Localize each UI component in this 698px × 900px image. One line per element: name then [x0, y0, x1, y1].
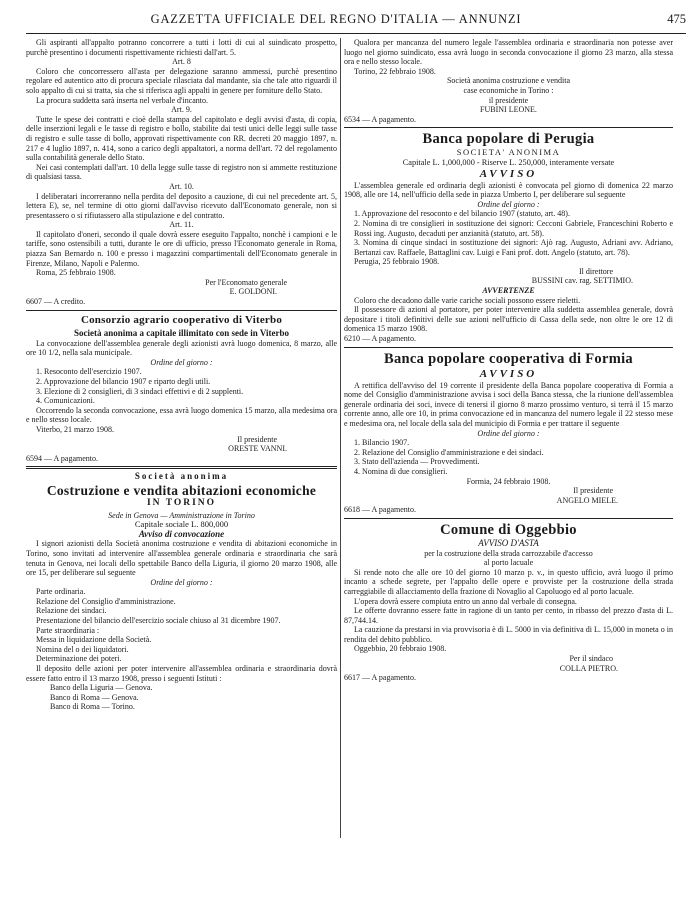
- notice-subtitle: al porto lacuale: [483, 558, 534, 568]
- notice-capital: Capitale sociale L. 800,000: [134, 519, 229, 530]
- paragraph: Tutte le spese dei contratti e cioè della stampa del capitolato e degli avvisi d'asta, di copia, delle inserzioni legali e le tasse di registro e bollo, stabilite dai testi unici delle leggi sulle tasse di registro e sulle tasse di bollo, approvati rispettivamente con RR. decreti 20 maggio 1897, n. 217 e 4 luglio 1897, n. 414, sono a carico degli appaltatori, a norma dell'art. 72 del regolamento sulla contabilità generale dello Stato.: [26, 114, 337, 163]
- notice-subtitle: per la costruzione della strada carrozzabile d'accesso: [424, 548, 593, 558]
- separator: [26, 310, 337, 311]
- notice-title: Costruzione e vendita abitazioni economiche: [46, 482, 317, 498]
- list-item: 2. Relazione del Consiglio d'amministrazione e dei sindaci.: [354, 447, 544, 457]
- separator: [26, 466, 337, 469]
- list-item: Determinazione dei poteri.: [36, 654, 122, 664]
- agenda-list: [26, 367, 337, 405]
- paragraph: Il possessore di azioni al portatore, per poter intervenire alla suddetta assemblea generale, dovrà depositare i titoli definitivi delle sue azioni nell'ufficio di Cassa della sede, non oltre le ore 12 di domenica 15 marzo 1908.: [344, 305, 673, 334]
- signature-line: il presidente: [488, 95, 529, 105]
- right-column: [344, 38, 673, 683]
- signature-line: Per l'Economato generale: [205, 277, 287, 287]
- viterbo-notice: [26, 314, 337, 464]
- notice-footer: 6594 — A pagamento.: [26, 453, 98, 463]
- paragraph: L'opera dovrà essere compiuta entro un anno dal verbale di consegna.: [354, 596, 577, 606]
- paragraph: Il deposito delle azioni per poter intervenire all'assemblea ordinaria e straordinaria dovrà essere fatto entro il 13 marzo 1908, presso i seguenti Istituti :: [26, 664, 337, 683]
- list-item: Banco di Roma — Genova.: [50, 692, 139, 702]
- list-item: 3. Nomina di cinque sindaci in sostituzione dei signori: Ajò rag. Augusto, Adriani avv. Adriano, Bertanzi cav. Raffaele, Battaglini cav. Luigi e Fani prof. dott. Angelo (statuto, art. 78).: [354, 238, 673, 257]
- list-item: 4. Comunicazioni.: [36, 396, 95, 406]
- notice-title: Consorzio agrario cooperativo di Viterbo: [80, 313, 283, 326]
- place-date: Oggebbio, 20 febbraio 1908.: [354, 644, 447, 654]
- agenda-list: [344, 438, 673, 476]
- signature-line: Il presidente: [573, 486, 613, 496]
- signature-name: E. GOLDONI.: [229, 287, 277, 297]
- place-date: Torino, 22 febbraio 1908.: [354, 66, 436, 76]
- left-column: [26, 38, 337, 712]
- perugia-notice: [344, 131, 673, 343]
- paragraph: Qualora per mancanza del numero legale l'assemblea ordinaria e straordinaria non potesse aver luogo nel giorno suindicato, essa avrà luogo in seconda convocazione il giorno 23 marzo, alla stessa ora e nello stesso locale.: [344, 38, 673, 67]
- notice-subtitle: Società anonima a capitale illimitato con sede in Viterbo: [74, 327, 289, 338]
- separator: [344, 518, 673, 519]
- paragraph: Occorrendo la seconda convocazione, essa avrà luogo domenica 15 marzo, alla medesima ora e nello stesso locale.: [26, 405, 337, 425]
- separator: [344, 127, 673, 128]
- paragraph: La procura suddetta sarà inserta nel verbale d'incanto.: [36, 95, 209, 105]
- agenda-heading: Ordine del giorno :: [477, 428, 540, 438]
- list-heading: Parte ordinaria.: [36, 587, 86, 597]
- agenda-list: [344, 209, 673, 257]
- bank-list: [26, 683, 337, 712]
- list-heading: Parte straordinaria :: [36, 625, 100, 635]
- place-date: Viterbo, 21 marzo 1908.: [36, 424, 114, 434]
- notice-subtitle: SOCIETA' ANONIMA: [456, 147, 561, 158]
- notice-footer: 6607 — A credito.: [26, 297, 86, 307]
- notice-title: Comune di Oggebbio: [440, 521, 577, 538]
- notice-heading: AVVISO: [479, 167, 538, 180]
- list-item: Relazione del Consiglio d'amministrazione.: [36, 596, 176, 606]
- signature-name: ORESTE VANNI.: [228, 444, 287, 454]
- signature-name: COLLA PIETRO.: [559, 663, 618, 673]
- paragraph: I deliberatari incorreranno nella perdita del deposito a cauzione, di cui nel precedente art. 5, lettera E), se, nel termine di otto giorni dall'avviso ricevuto dall'Economato generale, non si presentassero o si rifiutassero alla stipulazione e del contratto.: [26, 191, 337, 220]
- signature-line: Società anonima costruzione e vendita: [446, 76, 571, 86]
- agenda-list: [26, 587, 337, 664]
- notice-title: Banca popolare cooperativa di Formia: [384, 350, 633, 367]
- paragraph: I signori azionisti della Società anonima costruzione e vendita di abitazioni economiche in Torino, sono invitati ad intervenire all'assemblea generale ordinaria e straordinaria che sarà tenuta in Genova, nei locali dello spettabile Banco della Liguria, il giorno 20 marzo 1908, alle ore 15, per deliberare sul seguente: [26, 539, 337, 578]
- list-item: Banco della Liguria — Genova.: [50, 683, 153, 693]
- paragraph: Nei casi contemplati dall'art. 10 della legge sulle tasse di registro non si ammette restituzione di qualsiasi tassa.: [26, 162, 337, 182]
- paragraph: L'assemblea generale ed ordinaria degli azionisti è convocata pel giorno di domenica 22 marzo 1908, alle ore 14, nell'ufficio della sede in piazza Umberto I, per deliberare sul seguente: [344, 180, 673, 200]
- list-item: 3. Stato dell'azienda — Provvedimenti.: [354, 457, 480, 467]
- notice-footer: 6534 — A pagamento.: [344, 114, 416, 124]
- signature-line: case economiche in Torino :: [463, 85, 554, 95]
- paragraph: Le offerte dovranno essere fatte in ragione di un tanto per cento, in ribasso del prezzo d'asta di L. 87,744.14.: [344, 606, 673, 625]
- paragraph: A rettifica dell'avviso del 19 corrente il presidente della Banca popolare cooperativa di Formia a nome del Consiglio d'amministrazione avvisa i soci della Banca stessa, che la riunione dell'assemblea generale ordinaria dei soci, invece di tenersi il giorno 8 marzo prossimo venturo, si terrà il 15 marzo corrente anno, alle ore 10, in prima convocazione ed in mancanza del numero legale il 22 stesso mese e medesima ora, nel locale della sala del municipio di Formia e per trattare il seguente: [344, 380, 673, 428]
- signature-name: ANGELO MIELE.: [556, 495, 618, 505]
- article-heading: Art. 8: [172, 57, 191, 67]
- article-heading: Art. 11.: [169, 220, 194, 230]
- notice-capital: Capitale L. 1,000,000 - Riserve L. 250,000, interamente versate: [402, 157, 615, 167]
- paragraph: Il capitolato d'oneri, secondo il quale dovrà essere eseguito l'appalto, nonchè i campioni e le tariffe, sono ostensibili a tutti, durante le ore di ufficio, presso l'Economato generale in Roma, piazza San Bernardo n. 100 e presso i magazzini compartimentali dell'Economato generale in Firenze, Milano, Napoli e Palermo.: [26, 229, 337, 268]
- signature-line: Per il sindaco: [569, 654, 613, 664]
- signature-name: FUBINI LEONE.: [480, 105, 537, 115]
- notice-kicker: Società anonima: [134, 471, 229, 482]
- place-date: Roma, 25 febbraio 1908.: [36, 268, 116, 278]
- notice-footer: 6210 — A pagamento.: [344, 334, 416, 344]
- list-item: Messa in liquidazione della Società.: [36, 635, 152, 645]
- article-heading: Art. 9.: [171, 105, 192, 115]
- notice-heading: AVVISO: [479, 367, 538, 380]
- list-item: 1. Approvazione del resoconto e del bilancio 1907 (statuto, art. 48).: [354, 209, 570, 219]
- paragraph: Si rende noto che alle ore 10 del giorno 10 marzo p. v., in questo ufficio, avrà luogo il primo incanto a schede segrete, per l'appalto delle opere e provviste per la costruzione della strada carreggiabile di allacciamento della frazione di Novaglio al Capoluogo ed al porto lacuale.: [344, 567, 673, 596]
- oggebbio-notice: [344, 522, 673, 683]
- notice-footer: 6617 — A pagamento.: [344, 673, 416, 683]
- page-number: 475: [667, 12, 686, 26]
- notice-city: IN TORINO: [146, 497, 217, 508]
- economato-notice: [26, 38, 337, 307]
- torino-notice: [26, 472, 337, 712]
- agenda-heading: Ordine del giorno :: [150, 357, 213, 367]
- notice-footer: 6618 — A pagamento.: [344, 505, 416, 515]
- paragraph: Coloro che decadono dalle varie cariche sociali possono essere rieletti.: [354, 295, 581, 305]
- list-item: Relazione dei sindaci.: [36, 606, 107, 616]
- notice-title: Banca popolare di Perugia: [422, 131, 595, 148]
- list-item: 3. Elezione di 2 consiglieri, di 3 sindaci effettivi e di 2 supplenti.: [36, 386, 244, 396]
- notice-heading: AVVERTENZE: [482, 286, 535, 296]
- signature-line: Il direttore: [579, 266, 613, 276]
- paragraph: Gli aspiranti all'appalto potranno concorrere a tutti i lotti di cui al suindicato prospetto, purchè presentino i documenti rispettivamente richiesti dall'art. 5.: [26, 38, 337, 57]
- torino-continued: [344, 38, 673, 124]
- agenda-heading: Ordine del giorno :: [150, 577, 213, 587]
- separator: [344, 347, 673, 348]
- article-heading: Art. 10.: [169, 181, 194, 191]
- formia-notice: [344, 351, 673, 515]
- list-item: 1. Resoconto dell'esercizio 1907.: [36, 367, 142, 377]
- page-title: GAZZETTA UFFICIALE DEL REGNO D'ITALIA — ANNUNZI: [150, 12, 522, 26]
- notice-heading: Avviso di convocazione: [138, 528, 225, 539]
- header-rule: [26, 33, 686, 34]
- paragraph: La cauzione da prestarsi in via provvisoria è di L. 5000 in via definitiva di L. 15,000 in moneta o in rendita del debito pubblico.: [344, 625, 673, 644]
- list-item: Presentazione del bilancio dell'esercizio sociale chiuso al 31 dicembre 1907.: [36, 616, 281, 626]
- place-date: Formia, 24 febbraio 1908.: [466, 476, 551, 486]
- list-item: 1. Bilancio 1907.: [354, 438, 410, 448]
- paragraph: La convocazione dell'assemblea generale degli azionisti avrà luogo domenica, 8 marzo, alle ore 10 1/2, nella sala municipale.: [26, 338, 337, 358]
- place-date: Perugia, 25 febbraio 1908.: [354, 257, 440, 267]
- list-item: Banco di Roma — Torino.: [50, 702, 135, 712]
- page-header: [26, 8, 686, 30]
- paragraph: Coloro che concorressero all'asta per delegazione saranno ammessi, purchè presentino regolare ed autentico atto di procura speciale rilasciata dal mandante, sia che tale atto riguardi il solo appalto di cui si tratta, sia che si riferisca agli appalti in genere per forniture dello Stato.: [26, 66, 337, 95]
- list-item: 2. Approvazione del bilancio 1907 e riparto degli utili.: [36, 377, 211, 386]
- signature-line: Il presidente: [237, 434, 277, 444]
- agenda-heading: Ordine del giorno :: [477, 199, 540, 209]
- notice-seat: Sede in Genova — Amministrazione in Torino: [108, 510, 255, 520]
- list-item: Nomina del o dei liquidatori.: [36, 644, 129, 654]
- column-divider: [340, 38, 341, 838]
- signature-name: BUSSINI cav. rag. SETTIMIO.: [531, 276, 633, 286]
- list-item: 2. Nomina di tre consiglieri in sostituzione dei signori: Cecconi Gabriele, Franceschini Roberto e Rossi ing. Augusto, decaduti per anzianità (statuto, art. 58).: [354, 218, 673, 238]
- list-item: 4. Nomina di due consiglieri.: [354, 466, 448, 476]
- notice-heading: AVVISO D'ASTA: [478, 537, 539, 548]
